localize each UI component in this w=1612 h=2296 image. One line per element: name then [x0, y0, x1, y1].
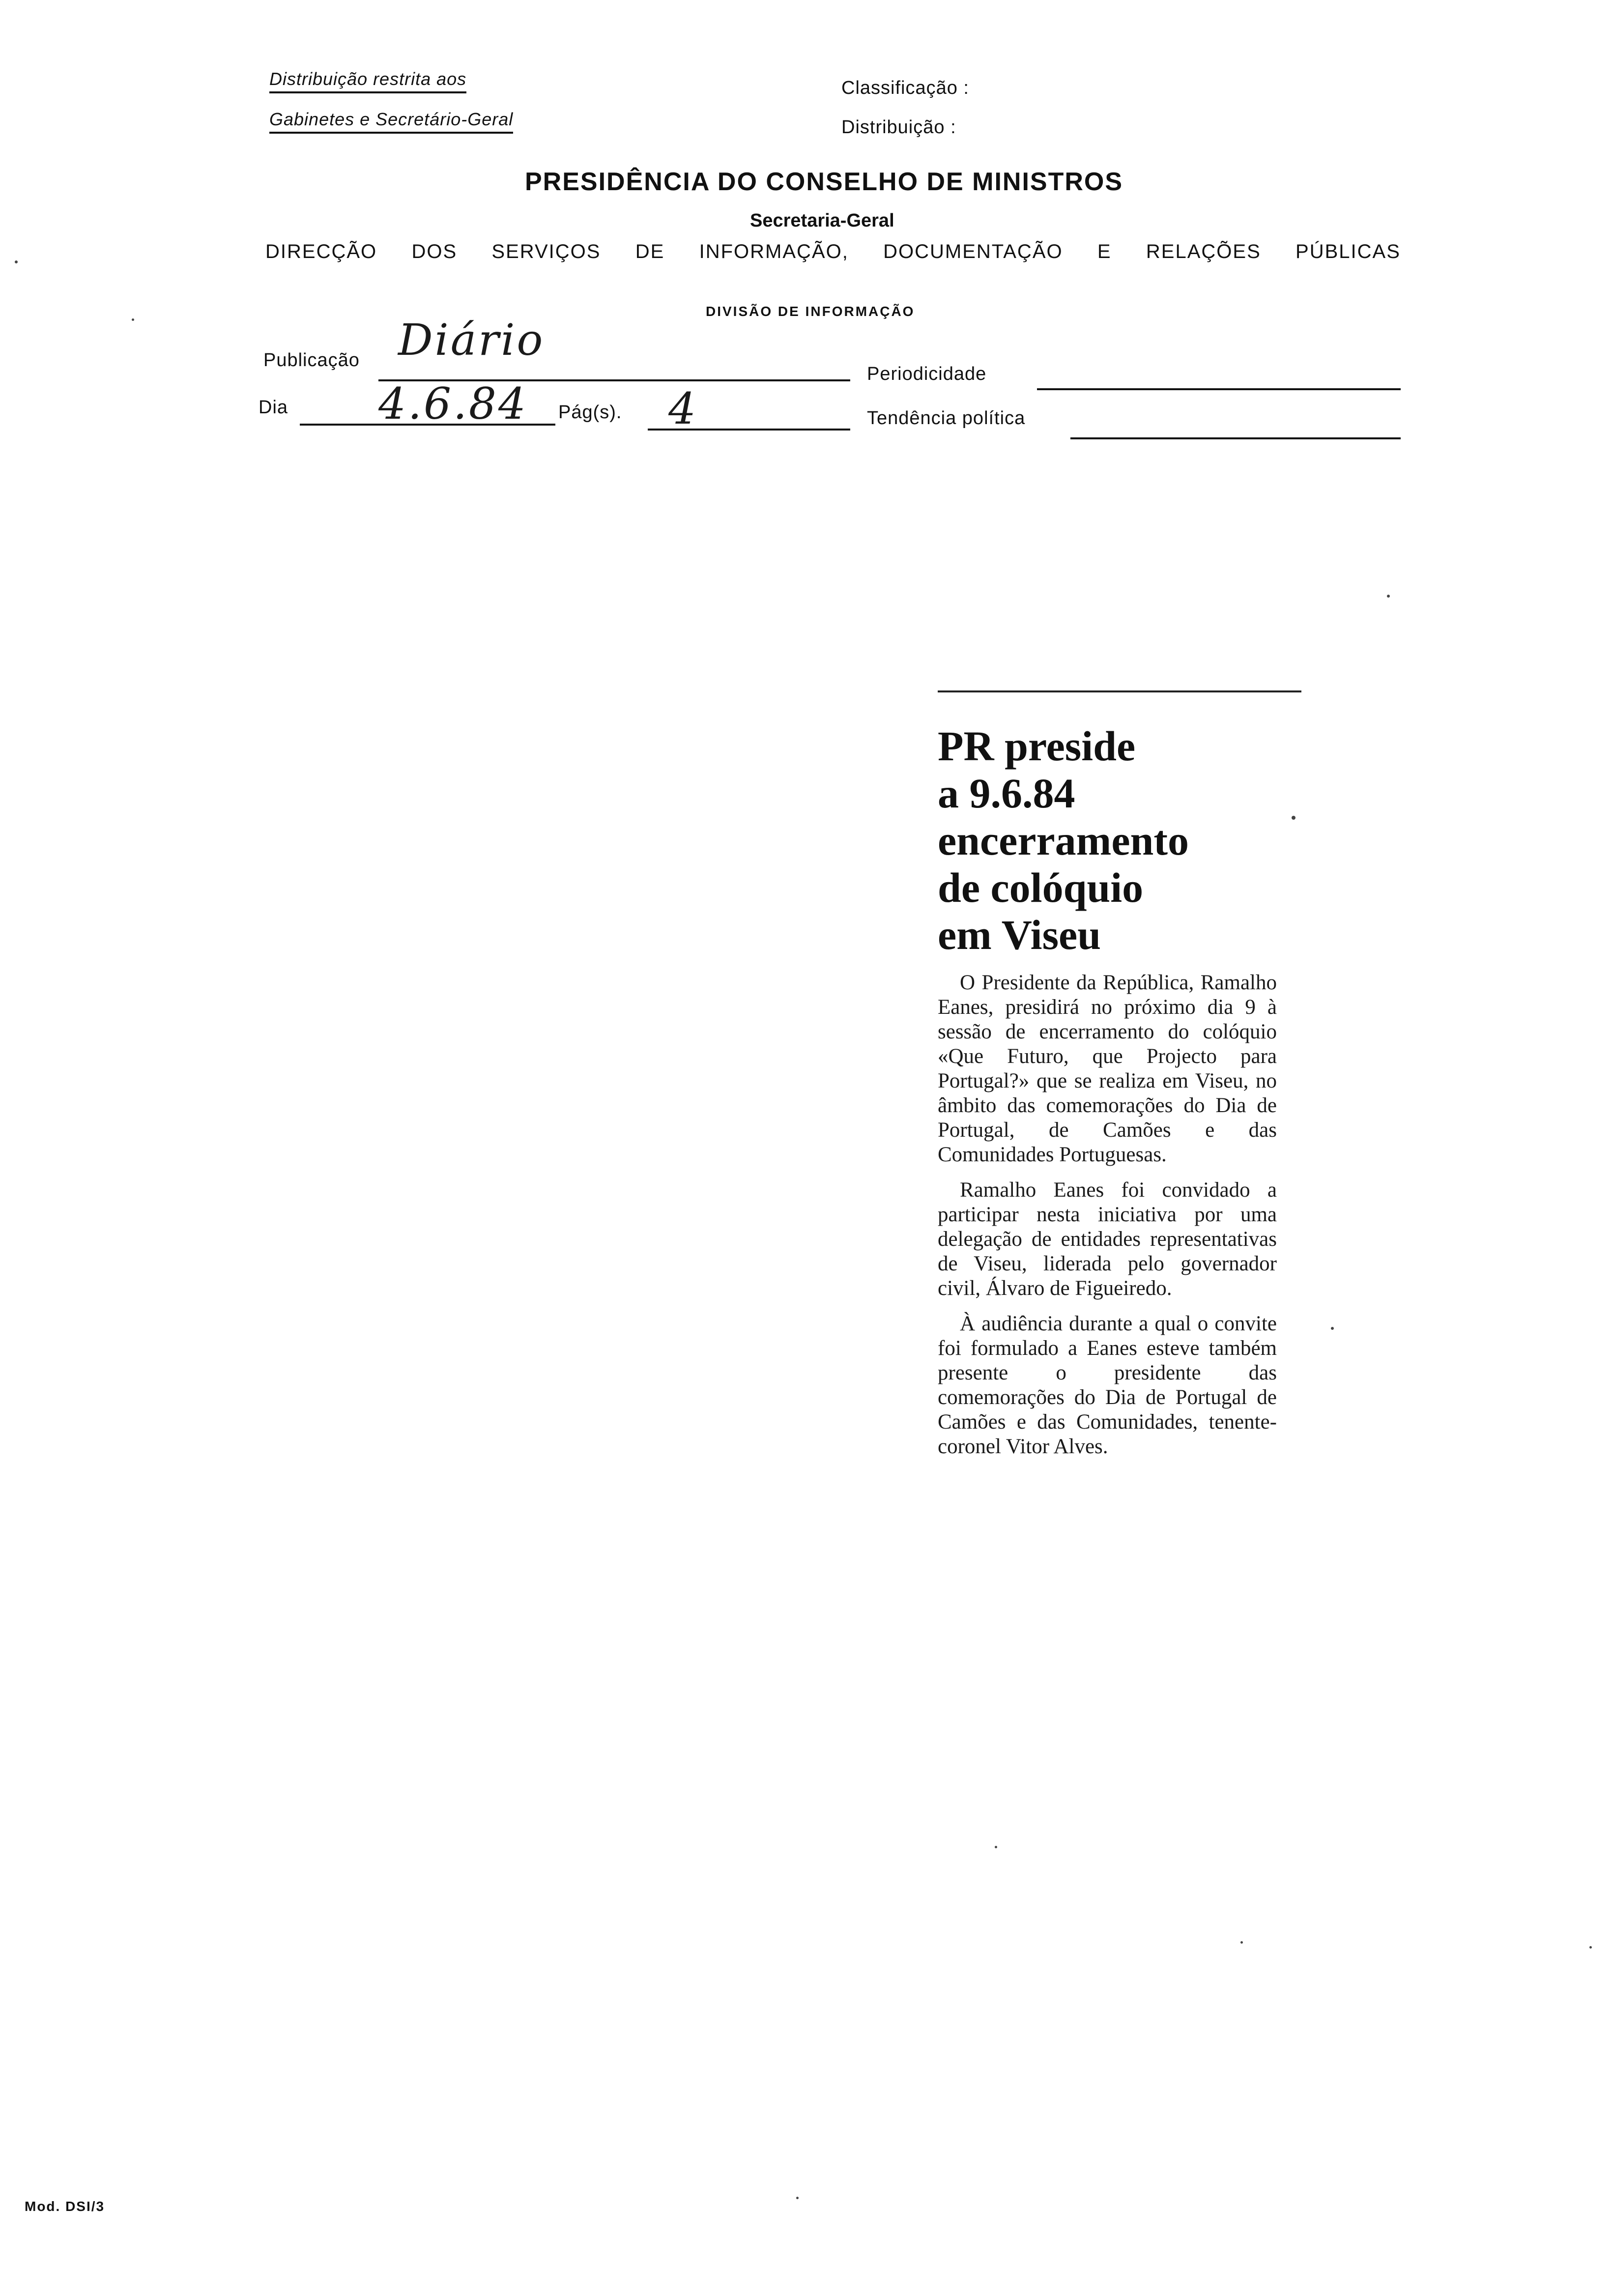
headline-line: de colóquio: [938, 864, 1144, 911]
direccao-word: DIRECÇÃO: [265, 241, 377, 262]
secretaria-geral: Secretaria-Geral: [750, 210, 894, 231]
direccao-word: E: [1097, 241, 1112, 262]
clipping-top-rule: [938, 690, 1301, 692]
tendencia-politica-line: [1070, 437, 1401, 439]
form-model-code: Mod. DSI/3: [25, 2199, 105, 2214]
scan-speck: [1292, 816, 1295, 820]
headline-line: em Viseu: [938, 911, 1101, 958]
publicacao-handwritten-value: Diário: [398, 315, 545, 365]
article-paragraph: À audiência durante a qual o convite foi formulado a Eanes esteve também presente o presidente das comemorações do Dia de Portugal de Camões e das Comunidades, tenente-coronel Vitor Alves.: [938, 1312, 1277, 1458]
periodicidade-label: Periodicidade: [867, 364, 987, 384]
restricted-distribution-line2: Gabinetes e Secretário-Geral: [269, 109, 513, 134]
tendencia-politica-label: Tendência política: [867, 408, 1026, 429]
classificacao-label: Classificação :: [841, 78, 969, 98]
direccao-word: SERVIÇOS: [491, 241, 601, 262]
headline-line: PR preside: [938, 722, 1136, 770]
direccao-line: [265, 241, 1401, 263]
restricted-distribution-line1: Distribuição restrita aos: [269, 69, 466, 93]
direccao-word: DOCUMENTAÇÃO: [883, 241, 1063, 262]
pags-handwritten-value: 4: [668, 383, 698, 434]
article-paragraph: Ramalho Eanes foi convidado a participar nesta iniciativa por uma delegação de entidades representativas de Viseu, liderada pelo governador civil, Álvaro de Figueiredo.: [938, 1178, 1277, 1300]
publicacao-label: Publicação: [263, 350, 360, 371]
scan-speck: [132, 318, 134, 321]
scan-speck: [1589, 1946, 1592, 1949]
clipping-headline: [938, 722, 1311, 958]
scan-speck: [1240, 1941, 1243, 1944]
headline-line: encerramento: [938, 817, 1189, 864]
dia-handwritten-value: 4.6.84: [378, 378, 528, 429]
direccao-word: DOS: [411, 241, 458, 262]
article-paragraph: O Presidente da República, Ramalho Eanes, presidirá no próximo dia 9 à sessão de encerramento do colóquio «Que Futuro, que Projecto para Portugal?» que se realiza em Viseu, no âmbito das comemorações do Dia de Portugal, de Camões e das Comunidades Portuguesas.: [938, 971, 1277, 1166]
headline-line: a 9.6.84: [938, 770, 1075, 817]
scan-speck: [1331, 1327, 1334, 1330]
direccao-word: DE: [635, 241, 665, 262]
pags-label: Pág(s).: [558, 402, 622, 423]
clipping-article: [938, 971, 1277, 1470]
distribuicao-label: Distribuição :: [841, 117, 956, 138]
direccao-word: INFORMAÇÃO,: [699, 241, 849, 262]
ministry-title: PRESIDÊNCIA DO CONSELHO DE MINISTROS: [525, 168, 1123, 196]
scan-speck: [796, 2197, 799, 2199]
scan-speck: [1387, 595, 1390, 598]
scan-speck: [995, 1846, 997, 1848]
direccao-word: PÚBLICAS: [1295, 241, 1401, 262]
direccao-word: RELAÇÕES: [1146, 241, 1261, 262]
periodicidade-line: [1037, 388, 1401, 390]
scan-speck: [15, 260, 18, 263]
divisao-informacao: DIVISÃO DE INFORMAÇÃO: [706, 304, 915, 319]
dia-label: Dia: [259, 397, 288, 418]
